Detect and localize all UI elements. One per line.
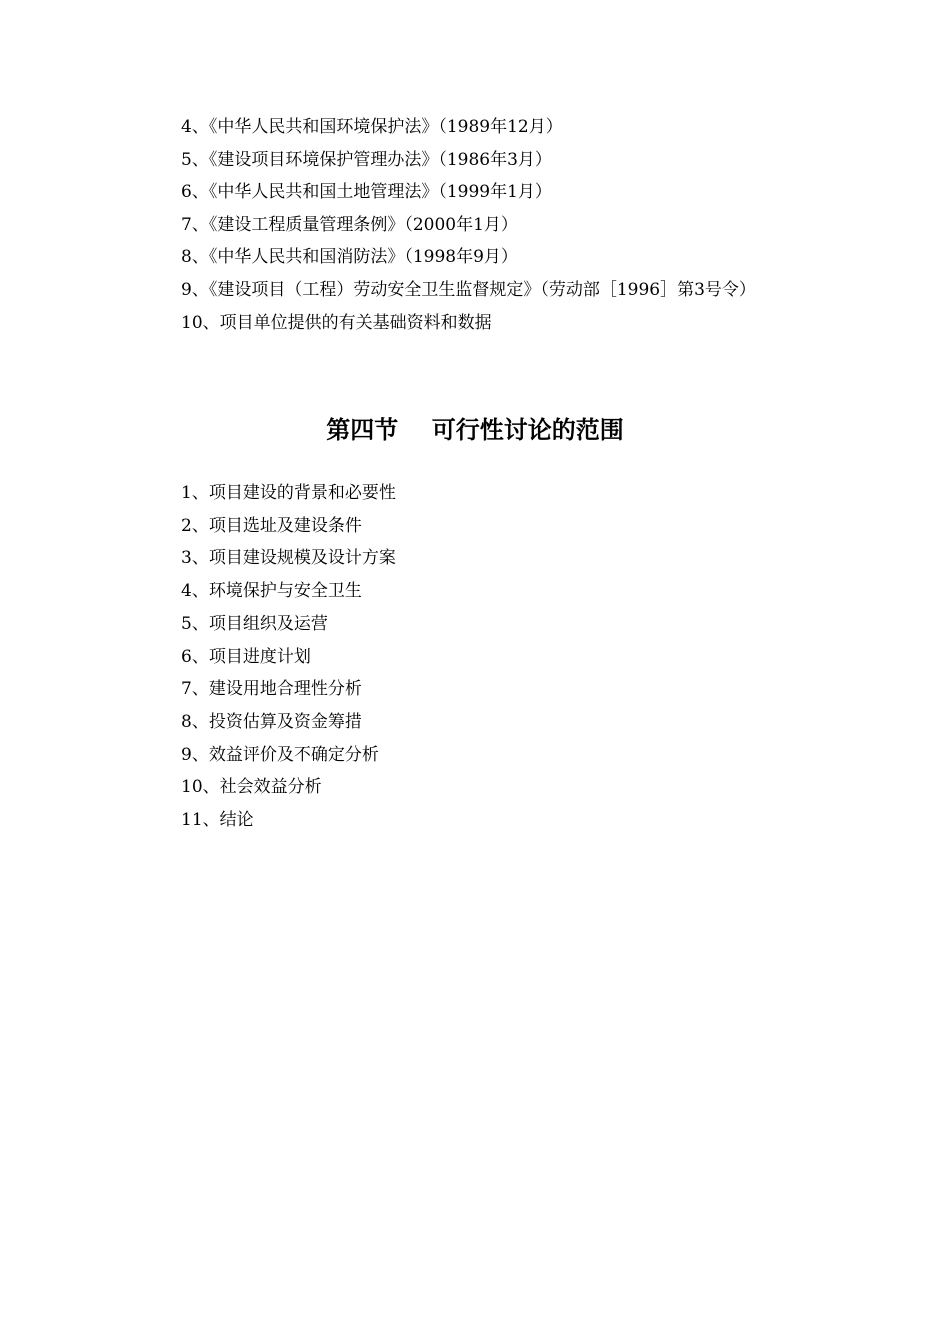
reference-item: 7、《建设工程质量管理条例》（2000年1月） (181, 214, 518, 235)
scope-item: 8、投资估算及资金筹措 (181, 711, 362, 732)
reference-item: 9、《建设项目（工程）劳动安全卫生监督规定》（劳动部［1996］第3号令） (181, 279, 756, 300)
scope-item: 1、项目建设的背景和必要性 (181, 483, 396, 503)
scope-item: 9、效益评价及不确定分析 (181, 744, 379, 765)
scope-item: 5、项目组织及运营 (181, 613, 328, 634)
scope-list (181, 477, 811, 837)
reference-item: 5、《建设项目环境保护管理办法》（1986年3月） (181, 149, 552, 170)
scope-item: 6、项目进度计划 (181, 646, 311, 667)
reference-item: 8、《中华人民共和国消防法》（1998年9月） (181, 247, 518, 268)
reference-item: 10、项目单位提供的有关基础资料和数据 (181, 312, 492, 333)
reference-list (143, 111, 813, 339)
scope-item: 4、环境保护与安全卫生 (181, 581, 362, 602)
scope-item: 7、建设用地合理性分析 (181, 679, 362, 700)
scope-item: 2、项目选址及建设条件 (181, 515, 362, 536)
reference-item: 4、《中华人民共和国环境保护法》（1989年12月） (181, 117, 563, 137)
scope-item: 10、社会效益分析 (181, 777, 322, 798)
scope-item: 3、项目建设规模及设计方案 (181, 548, 396, 569)
section-title: 第四节 可行性讨论的范围 (326, 416, 624, 444)
scope-item: 11、结论 (181, 810, 254, 831)
reference-item: 6、《中华人民共和国土地管理法》（1999年1月） (181, 182, 552, 203)
